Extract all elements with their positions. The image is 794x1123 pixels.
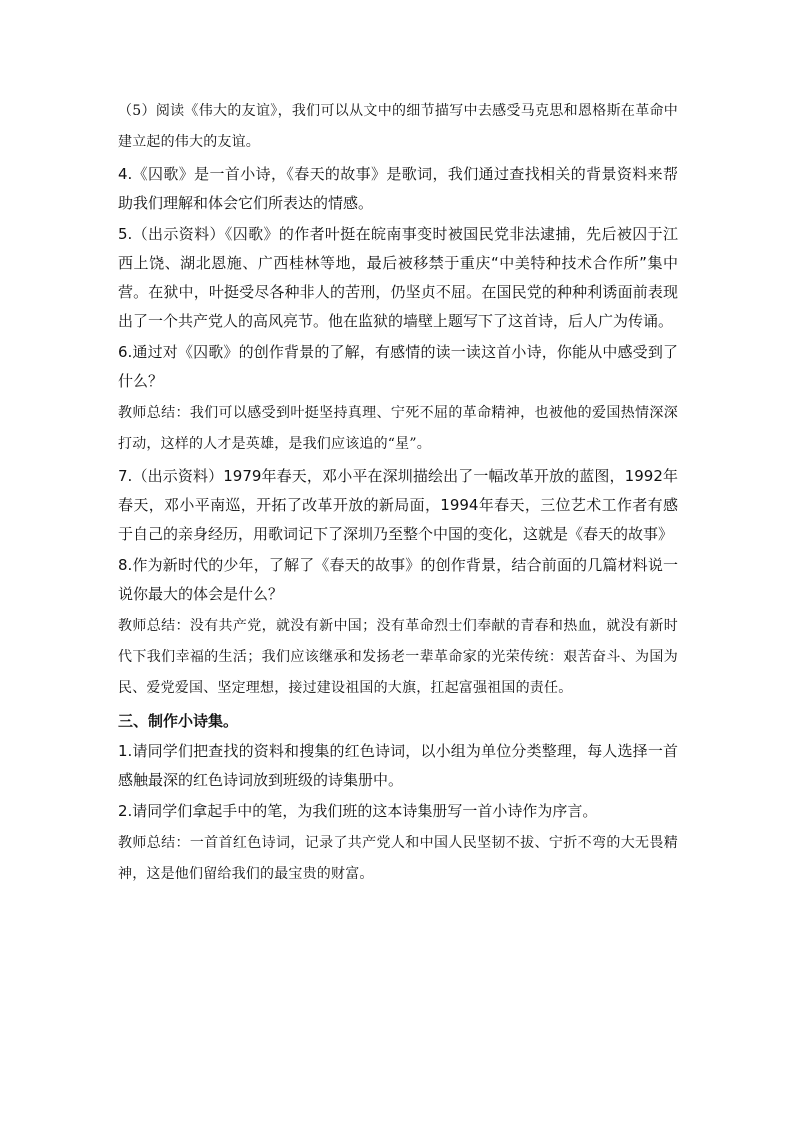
paragraph-step-1: 1.请同学们把查找的资料和搜集的红色诗词，以小组为单位分类整理，每人选择一首感触最深的红色诗词放到班级的诗集册中。 [118,742,678,789]
paragraph-item-4: 4.《囚歌》是一首小诗，《春天的故事》是歌词，我们通过查找相关的背景资料来帮助我们理解和体会它们所表达的情感。 [118,165,678,212]
document-page [118,96,678,890]
paragraph-item-7: 7.（出示资料）1979年春天，邓小平在深圳描绘出了一幅改革开放的蓝图，1992年春天，邓小平南巡，开拓了改革开放的新局面，1994年春天，三位艺术工作者有感于自己的亲身经历，用歌词记下了深圳乃至整个中国的变化，这就是《春天的故事》 [118,467,678,543]
teacher-summary-1: 教师总结：我们可以感受到叶挺坚持真理、宁死不屈的革命精神，也被他的爱国热情深深打动，这样的人才是英雄，是我们应该追的“星”。 [118,405,678,452]
paragraph-friendship-reading: （5）阅读《伟大的友谊》，我们可以从文中的细节描写中去感受马克思和恩格斯在革命中建立起的伟大的友谊。 [118,103,678,150]
teacher-summary-2: 教师总结：没有共产党，就没有新中国；没有革命烈士们奉献的青春和热血，就没有新时代下我们幸福的生活；我们应该继承和发扬老一辈革命家的光荣传统：艰苦奋斗、为国为民、爱党爱国、坚定理想，接过建设祖国的大旗，扛起富强祖国的责任。 [118,618,678,696]
paragraph-item-5: 5.（出示资料）《囚歌》的作者叶挺在皖南事变时被国民党非法逮捕，先后被囚于江西上饶、湖北恩施、广西桂林等地，最后被移禁于重庆“中美特种技术合作所”集中营。在狱中，叶挺受尽各种非人的苦刑，仍坚贞不屈。在国民党的种种利诱面前表现出了一个共产党人的高风亮节。他在监狱的墙壁上题写下了这首诗，后人广为传诵。 [118,225,678,330]
paragraph-step-2: 2.请同学们拿起手中的笔，为我们班的这本诗集册写一首小诗作为序言。 [118,802,598,820]
paragraph-item-8: 8.作为新时代的少年，了解了《春天的故事》的创作背景，结合前面的几篇材料说一说你最大的体会是什么？ [118,556,678,603]
teacher-summary-3: 教师总结：一首首红色诗词，记录了共产党人和中国人民坚韧不拔、宁折不弯的大无畏精神，这是他们留给我们的最宝贵的财富。 [118,835,678,882]
paragraph-item-6: 6.通过对《囚歌》的创作背景的了解，有感情的读一读这首小诗，你能从中感受到了什么？ [118,343,678,390]
section-heading-3: 三、制作小诗集。 [118,712,239,730]
